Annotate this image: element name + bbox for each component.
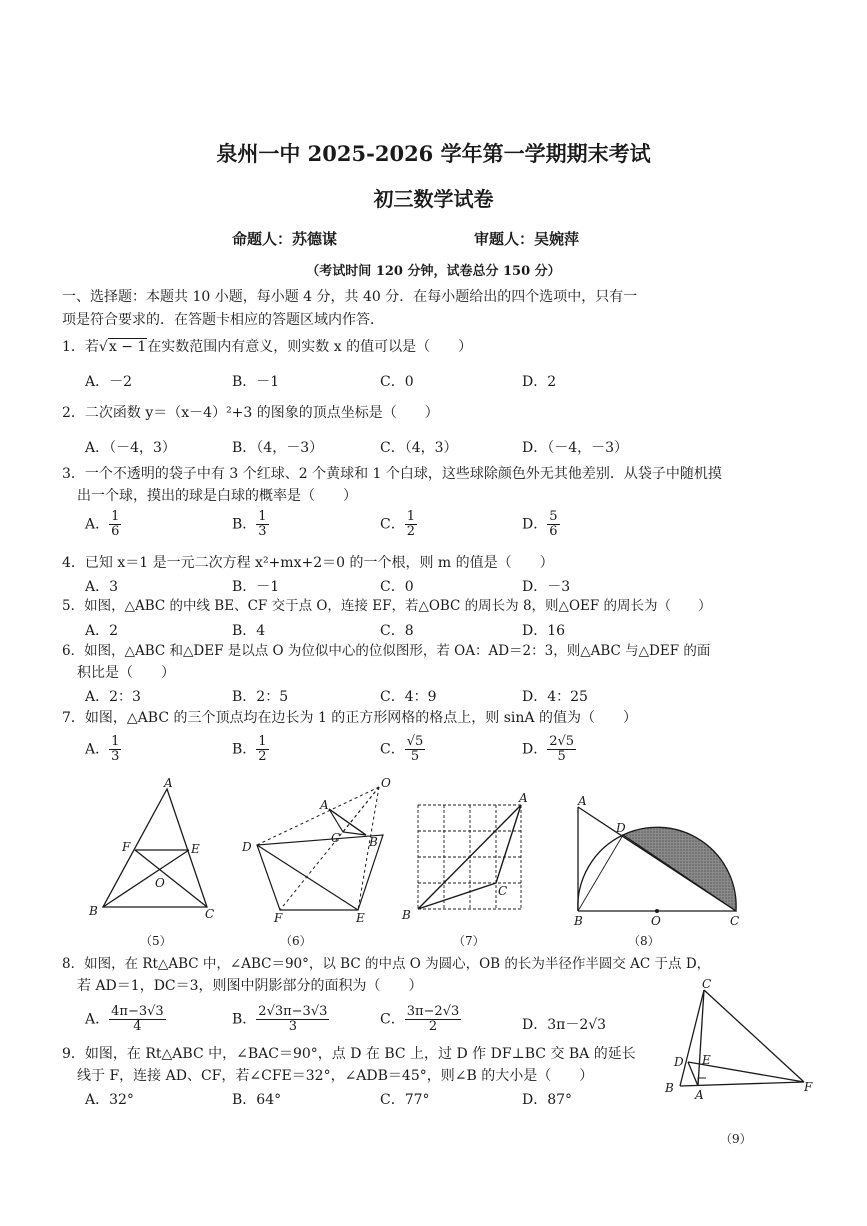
q4-option-c[interactable]: C．0 (380, 579, 414, 595)
question-9-line-2: 线于 F，连接 AD、CF，若∠CFE＝32°，∠ADB＝45°，则∠B 的大小是（ ） (77, 1068, 594, 1084)
exam-title: 泉州一中 2025-2026 学年第一学期期末考试 (216, 141, 651, 166)
question-3-line-1: 3．一个不透明的袋子中有 3 个红球、2 个黄球和 1 个白球，这些球除颜色外无其他差别．从袋子中随机摸 (62, 466, 722, 482)
q3-option-a[interactable]: A． $\frac{1}{6}$ (85, 509, 120, 539)
fig9-segment-cf (704, 990, 804, 1082)
q3-option-c[interactable]: C． $\frac{1}{2}$ (380, 509, 415, 539)
q6-option-b[interactable]: B．2：5 (232, 689, 289, 705)
q4-option-d[interactable]: D．－3 (522, 579, 571, 595)
q7-option-a[interactable]: A． $\frac{1}{3}$ (85, 734, 120, 764)
fig6-label-e: E (356, 911, 365, 925)
caption-figure-5: （5） (140, 934, 172, 948)
fig9-label-a: A (695, 1088, 704, 1100)
q8-option-d[interactable]: D．3π－2√3 (522, 1017, 607, 1033)
fig6-label-f: F (274, 911, 283, 925)
fig7-label-b: B (402, 908, 411, 922)
q6-option-d[interactable]: D．4：25 (522, 689, 588, 705)
figure-9 (658, 978, 818, 1100)
q1-option-b[interactable]: B．－1 (232, 374, 280, 390)
fig9-segment-ad (688, 1062, 698, 1086)
q2-option-c[interactable]: C．（4，3） (380, 440, 458, 456)
q6-option-a[interactable]: A．2：3 (85, 689, 141, 705)
fig7-label-c: C (498, 884, 508, 898)
question-6-line-2: 积比是（ ） (77, 665, 175, 681)
exam-info: （考试时间 120 分钟，试卷总分 150 分） (306, 264, 561, 279)
exam-subject: 初三数学试卷 (373, 187, 494, 211)
question-2: 2．二次函数 y＝（x－4）²+3 的图象的顶点坐标是（ ） (62, 405, 439, 421)
fig5-label-c: C (205, 907, 215, 921)
q1-option-d[interactable]: D．2 (522, 374, 557, 390)
question-3-line-2: 出一个球，摸出的球是白球的概率是（ ） (77, 488, 357, 504)
q9-option-a[interactable]: A．32° (85, 1092, 134, 1108)
q5-option-c[interactable]: C．8 (380, 623, 414, 639)
setter: 命题人：苏德谋 (232, 230, 338, 248)
q3-option-d[interactable]: D． $\frac{5}{6}$ (522, 509, 558, 539)
fig9-label-b: B (665, 1081, 674, 1095)
fig9-label-e: E (702, 1053, 711, 1067)
figure-5 (85, 775, 225, 925)
q9-option-b[interactable]: B．64° (232, 1092, 282, 1108)
q1-text-b: 在实数范围内有意义，则实数 x 的值可以是（ ） (147, 339, 473, 355)
figure-7 (398, 775, 538, 925)
question-4: 4．已知 x＝1 是一元二次方程 x²+mx+2＝0 的一个根，则 m 的值是（ ） (62, 555, 554, 571)
q5-option-d[interactable]: D．16 (522, 623, 566, 639)
q5-option-b[interactable]: B．4 (232, 623, 266, 639)
fig8-center-dot (655, 909, 659, 913)
caption-figure-9: （9） (720, 1132, 752, 1146)
q4-option-a[interactable]: A．3 (85, 579, 119, 595)
q2-option-d[interactable]: D．（－4，－3） (522, 440, 629, 456)
fig8-label-d: D (616, 821, 626, 835)
fig6-label-a: A (320, 798, 329, 812)
fig5-label-f: F (122, 840, 131, 854)
q6-option-c[interactable]: C．4：9 (380, 689, 437, 705)
reviewer: 审题人：吴婉萍 (474, 230, 580, 248)
caption-figure-6: （6） (280, 934, 312, 948)
fig8-label-c: C (730, 914, 740, 925)
q1-option-a[interactable]: A．－2 (85, 374, 133, 390)
q7-option-b[interactable]: B． $\frac{1}{2}$ (232, 734, 267, 764)
q3-option-b[interactable]: B． $\frac{1}{3}$ (232, 509, 267, 539)
q1-option-c[interactable]: C．0 (380, 374, 414, 390)
q9-option-c[interactable]: C．77° (380, 1092, 430, 1108)
q9-option-d[interactable]: D．87° (522, 1092, 573, 1108)
q4-option-b[interactable]: B．－1 (232, 579, 280, 595)
fig8-label-o: O (651, 914, 661, 925)
q1-radicand: x − 1 (108, 339, 147, 355)
fig8-label-a: A (578, 795, 587, 808)
q8-option-c[interactable]: C． $\frac{3\pi-2√3}{2}$ (380, 1004, 460, 1034)
fig6-diagonal (257, 845, 358, 910)
question-8-line-2: 若 AD＝1，DC＝3，则图中阴影部分的面积为（ ） (77, 978, 423, 994)
fig6-label-b: B (369, 835, 378, 849)
section-instructions-2: 项是符合要求的．在答题卡相应的答题区域内作答． (62, 312, 384, 328)
question-7: 7．如图，△ABC 的三个顶点均在边长为 1 的正方形网格的格点上，则 sinA 的值为（ ） (62, 710, 637, 726)
question-9-line-1: 9．如图，在 Rt△ABC 中，∠BAC＝90°，点 D 在 BC 上，过 D 作 DF⊥BC 交 BA 的延长 (62, 1046, 636, 1062)
fig9-label-c: C (702, 978, 712, 991)
fig5-label-a: A (164, 776, 173, 790)
section-instructions-1: 一、选择题：本题共 10 小题，每小题 4 分，共 40 分．在每小题给出的四个选项中，只有一 (62, 289, 638, 305)
figure-8 (572, 795, 752, 925)
q8-option-b[interactable]: B． $\frac{2√3\pi-3√3}{3}$ (232, 1004, 328, 1034)
question-5: 5．如图，△ABC 的中线 BE、CF 交于点 O，连接 EF，若△OBC 的周长为 8，则△OEF 的周长为（ ） (62, 598, 712, 614)
caption-figure-8: （8） (628, 934, 660, 948)
fig9-label-f: F (804, 1080, 813, 1094)
q7-option-c[interactable]: C． $\frac{√5}{5}$ (380, 734, 424, 764)
question-6-line-1: 6．如图，△ABC 和△DEF 是以点 O 为位似中心的位似图形，若 OA：AD＝2：3，则△ABC 与△DEF 的面 (62, 643, 711, 659)
fig8-label-b: B (574, 914, 583, 925)
fig6-label-c: C (331, 831, 341, 845)
fig5-label-e: E (191, 842, 200, 856)
figure-6 (238, 775, 398, 925)
q2-option-b[interactable]: B．（4，－3） (232, 440, 324, 456)
sqrt-sign: √ (98, 339, 108, 355)
fig7-label-a: A (519, 791, 528, 805)
q2-option-a[interactable]: A．（－4，3） (85, 440, 176, 456)
fig8-shaded-region (623, 827, 736, 911)
fig5-label-o: O (155, 876, 165, 890)
q8-option-a[interactable]: A． $\frac{4\pi-3√3}{4}$ (85, 1004, 164, 1034)
fig9-label-d: D (674, 1055, 684, 1069)
fig6-label-d: D (242, 840, 252, 854)
q1-text-a: 1．若 (62, 339, 99, 355)
q5-option-a[interactable]: A．2 (85, 623, 119, 639)
caption-figure-7: （7） (453, 934, 485, 948)
q7-option-d[interactable]: D． $\frac{2√5}{5}$ (522, 734, 575, 764)
fig5-label-b: B (89, 904, 98, 918)
question-1 (62, 338, 472, 356)
fig6-label-o: O (381, 776, 391, 790)
question-8-line-1: 8．如图，在 Rt△ABC 中，∠ABC＝90°，以 BC 的中点 O 为圆心，OB 的长为半径作半圆交 AC 于点 D， (62, 956, 711, 972)
